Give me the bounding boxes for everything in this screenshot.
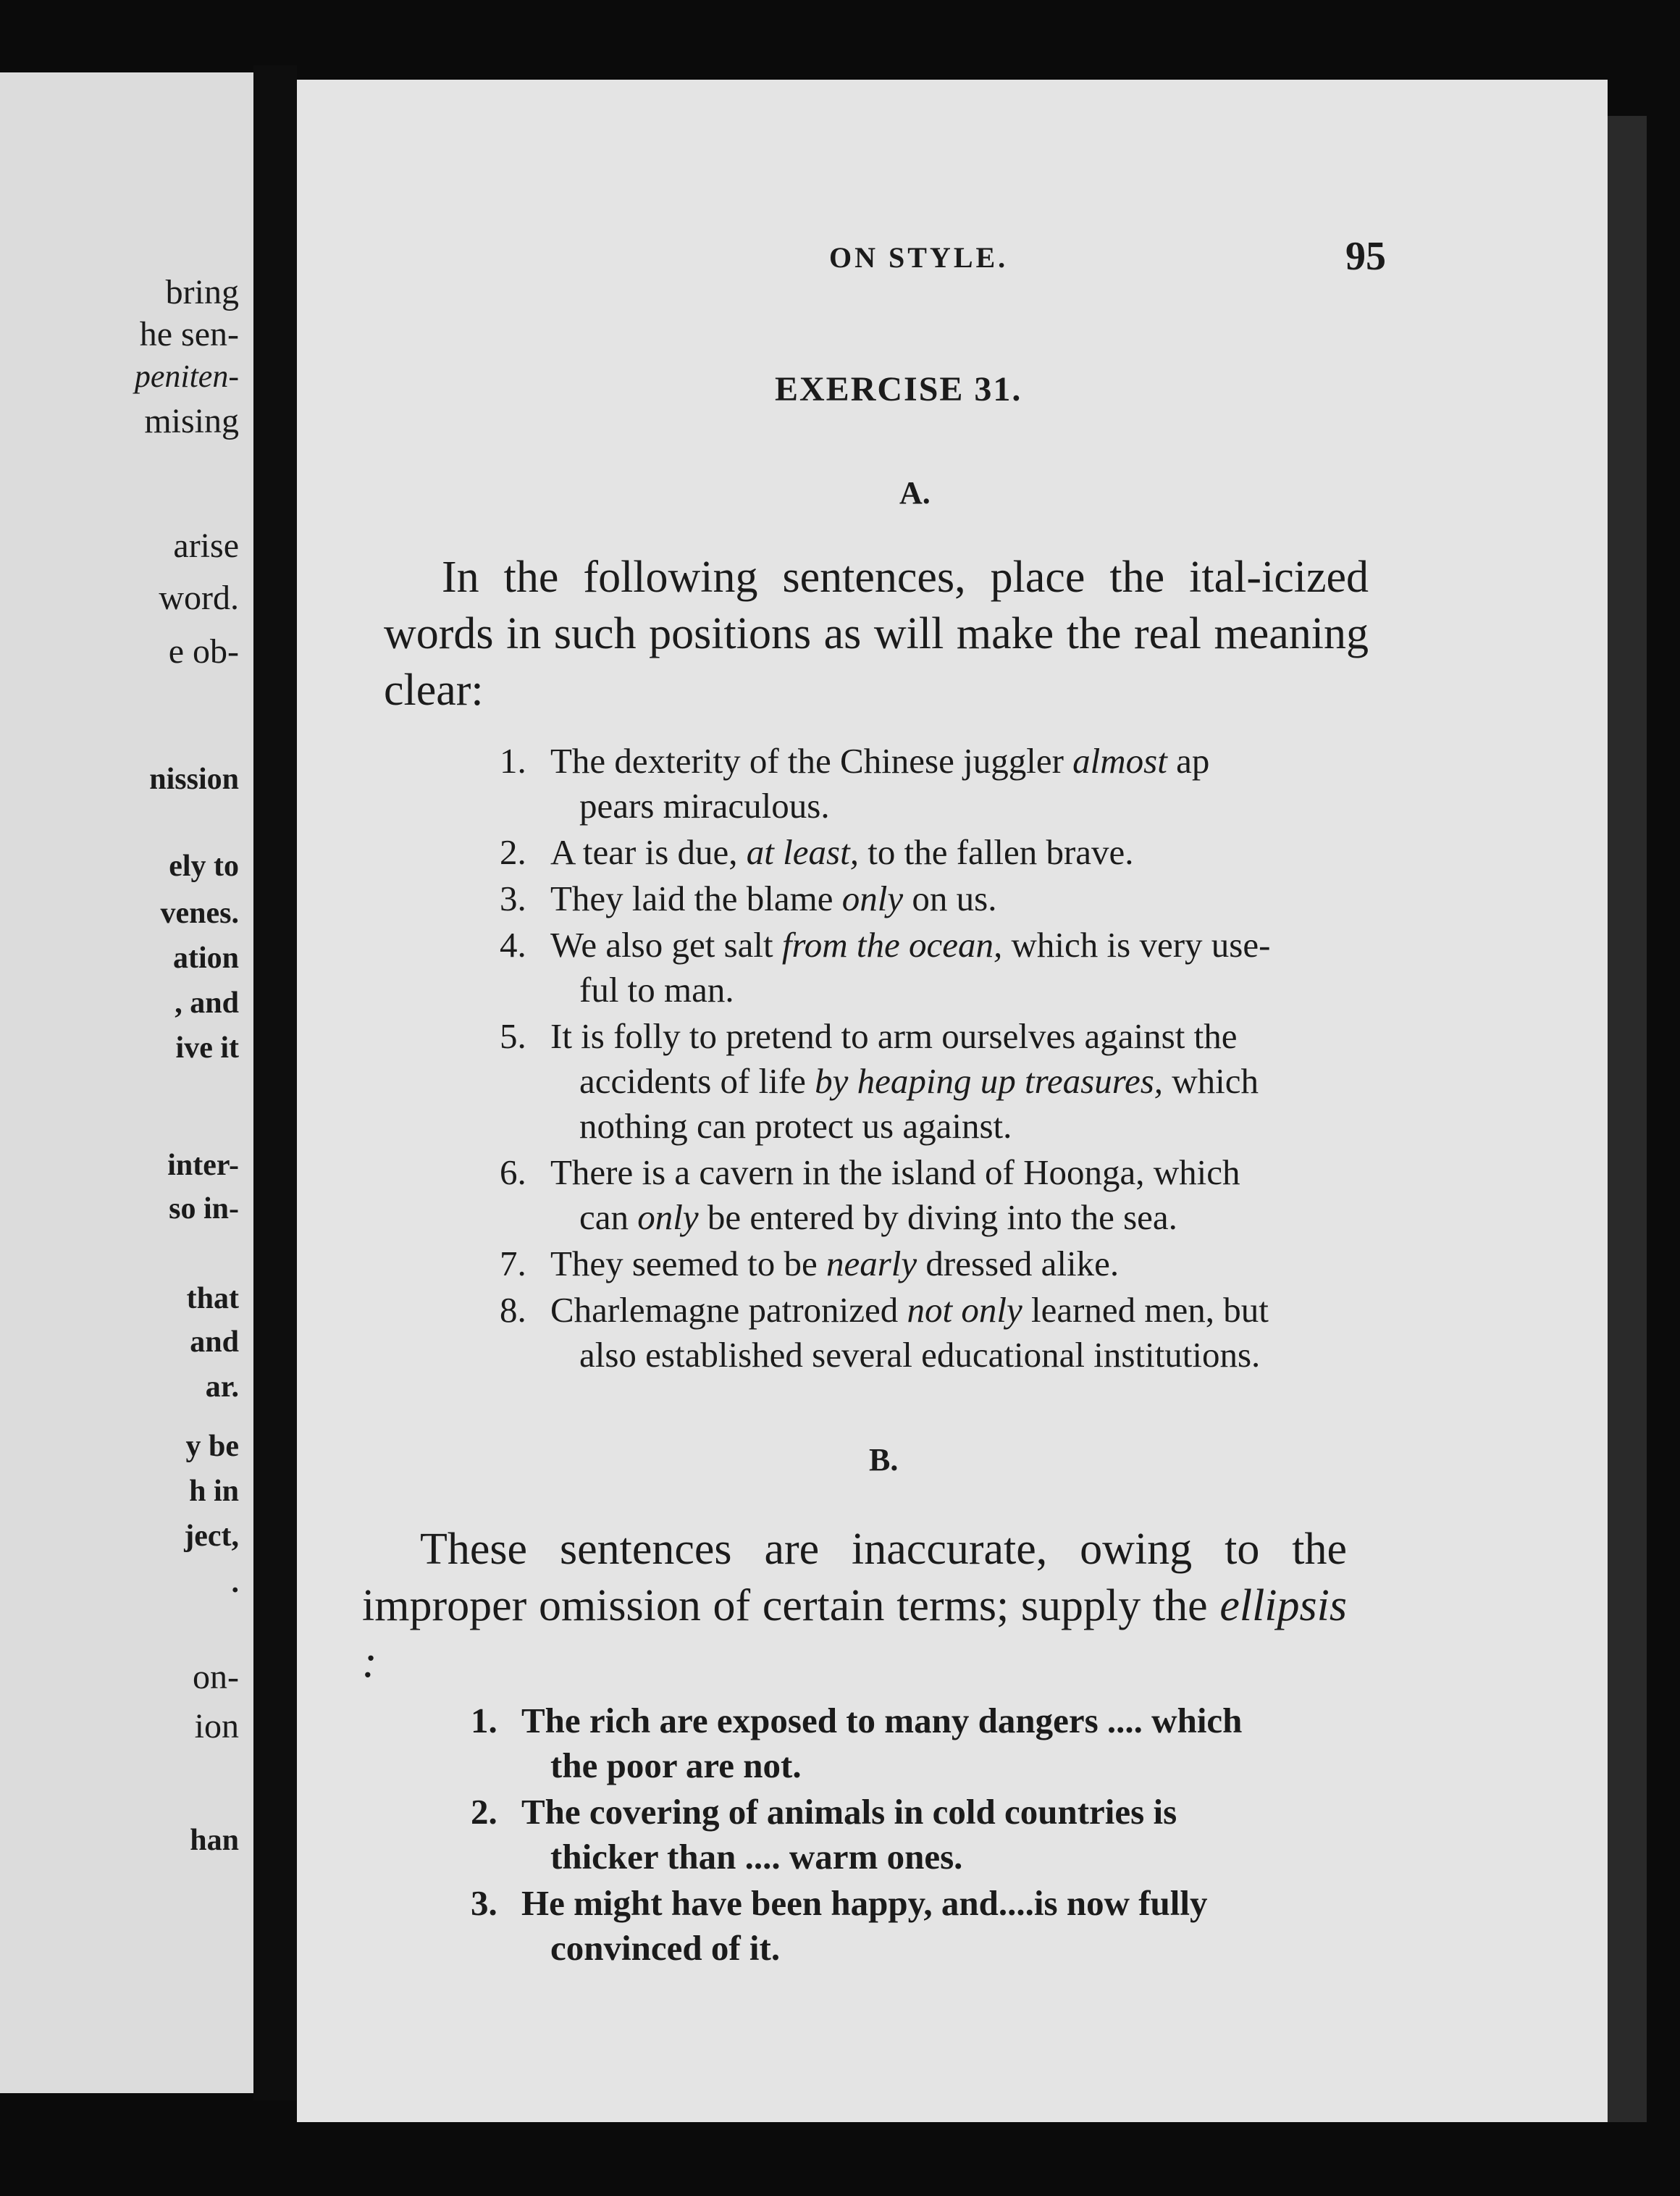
left-page-line: nission: [149, 763, 239, 796]
left-page-line: that: [186, 1282, 239, 1315]
section-b-instruction-text: These sentences are inaccurate, owing to the improper omission of certain terms; supply the: [362, 1525, 1347, 1630]
item-number: 2.: [471, 1792, 497, 1832]
section-a-list: [500, 739, 1398, 1379]
item-italic-text: almost: [1072, 741, 1167, 781]
item-italic-text: only: [637, 1197, 699, 1237]
item-number: 4.: [500, 925, 526, 965]
list-item: [500, 739, 1398, 829]
left-page-line: .: [231, 1566, 239, 1599]
item-continuation: the poor are not.: [550, 1746, 802, 1785]
item-text: There is a cavern in the island of Hoonga, which: [550, 1152, 1240, 1192]
item-text: can: [579, 1197, 638, 1237]
item-text: be entered by diving into the sea.: [698, 1197, 1177, 1237]
item-italic-text: nearly: [826, 1244, 917, 1283]
item-number: 2.: [500, 832, 526, 872]
item-italic-text: not only: [907, 1290, 1022, 1330]
item-number: 3.: [500, 879, 526, 918]
item-text: They laid the blame: [550, 879, 842, 918]
left-page-line: ject,: [184, 1520, 239, 1553]
left-page-line: he sen-: [139, 315, 239, 353]
left-page-line: venes.: [160, 897, 239, 930]
list-item: [471, 1790, 1369, 1879]
item-text: It is folly to pretend to arm ourselves against the: [550, 1016, 1238, 1056]
item-continuation: ful to man.: [579, 970, 734, 1010]
left-page-line: peniten-: [134, 359, 239, 394]
list-item: [471, 1698, 1369, 1788]
item-text: They seemed to be: [550, 1244, 826, 1283]
item-continuation: pears miraculous.: [579, 786, 830, 826]
item-continuation: convinced of it.: [550, 1928, 781, 1968]
section-b-list: [471, 1698, 1369, 1972]
book-page: [297, 80, 1608, 2122]
item-number: 3.: [471, 1883, 497, 1923]
left-page-line: ely to: [169, 850, 239, 883]
left-page-line: word.: [159, 579, 239, 617]
item-text: on us.: [903, 879, 997, 918]
item-text: Charlemagne patronized: [550, 1290, 907, 1330]
item-number: 5.: [500, 1016, 526, 1056]
item-text: The covering of animals in cold countries is: [521, 1792, 1177, 1832]
page-number: 95: [1345, 234, 1386, 279]
left-page-line: han: [190, 1824, 239, 1857]
left-page-line: , and: [175, 986, 239, 1020]
item-number: 6.: [500, 1152, 526, 1192]
left-page-line: arise: [173, 527, 239, 565]
exercise-title: EXERCISE 31.: [775, 370, 1022, 408]
list-item: [500, 1150, 1398, 1240]
left-page-line: h in: [189, 1475, 239, 1508]
list-item: [500, 830, 1398, 875]
book-gutter: [253, 65, 297, 2100]
left-page-line: ar.: [205, 1370, 239, 1404]
list-item: [500, 876, 1398, 921]
section-a-label: A.: [899, 475, 931, 511]
item-text: A tear is due,: [550, 832, 747, 872]
left-page-line: inter-: [167, 1149, 239, 1182]
item-number: 7.: [500, 1244, 526, 1283]
list-item: [471, 1881, 1369, 1971]
item-text: learned men, but: [1022, 1290, 1269, 1330]
item-continuation: nothing can protect us against.: [579, 1106, 1012, 1146]
item-italic-text: only: [841, 879, 904, 918]
left-page-line: ive it: [175, 1031, 239, 1065]
item-text: to the fallen brave.: [858, 832, 1134, 872]
item-text: He might have been happy, and....is now fully: [521, 1883, 1208, 1923]
item-continuation: thicker than .... warm ones.: [550, 1837, 963, 1877]
left-page-line: bring: [165, 273, 239, 311]
item-italic-text: from the ocean,: [781, 925, 1003, 965]
left-page-line: ation: [172, 942, 239, 975]
item-italic-text: at least,: [746, 832, 859, 872]
left-page-line: mising: [144, 402, 239, 440]
item-text: which is very use-: [1002, 925, 1271, 965]
item-text: accidents of life: [579, 1061, 815, 1101]
item-continuation: also established several educational institutions.: [579, 1335, 1261, 1375]
previous-page-fragment: [0, 72, 253, 2093]
running-head: ON STYLE.: [829, 241, 1009, 274]
section-b-instruction-italic: ellipsis :: [362, 1581, 1348, 1687]
item-text: The rich are exposed to many dangers .... which: [521, 1701, 1243, 1740]
left-page-line: y be: [185, 1430, 239, 1463]
item-text: which: [1163, 1061, 1259, 1101]
list-item: [500, 1241, 1398, 1286]
section-b-instructions: [362, 1521, 1347, 1690]
item-italic-text: by heaping up treasures,: [815, 1061, 1164, 1101]
section-b-label: B.: [869, 1442, 899, 1478]
left-page-line: so in-: [169, 1192, 239, 1225]
item-number: 1.: [471, 1701, 497, 1740]
left-page-line: e ob-: [168, 632, 239, 671]
left-page-line: and: [190, 1325, 239, 1359]
section-a-instructions: In the following sentences, place the ital-icized words in such positions as will make the real meaning clear:: [384, 553, 1369, 715]
item-text: We also get salt: [550, 925, 782, 965]
item-text: dressed alike.: [917, 1244, 1120, 1283]
item-text: The dexterity of the Chinese juggler: [550, 741, 1073, 781]
left-page-line: on-: [193, 1658, 239, 1696]
list-item: [500, 1288, 1398, 1378]
item-text: ap: [1167, 741, 1210, 781]
left-page-line: ion: [194, 1707, 239, 1746]
item-number: 8.: [500, 1290, 526, 1330]
list-item: [500, 1014, 1398, 1149]
list-item: [500, 923, 1398, 1013]
item-number: 1.: [500, 741, 526, 781]
